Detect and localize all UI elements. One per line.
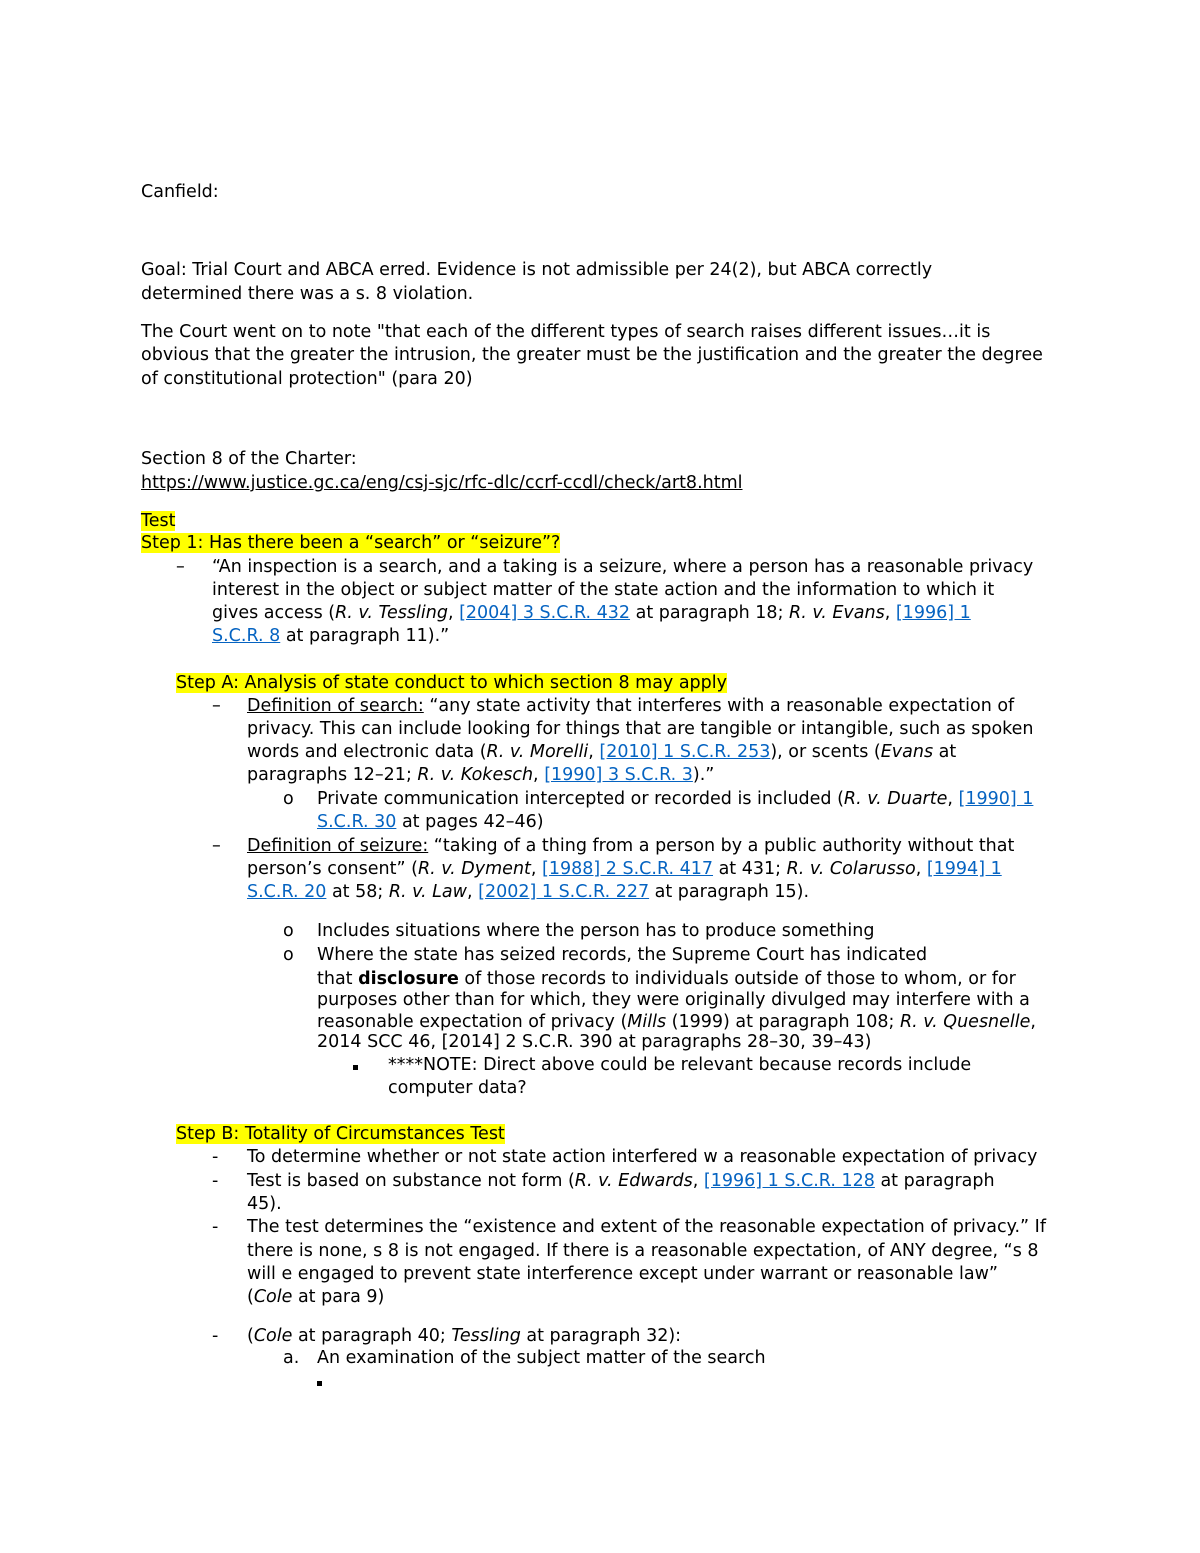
stepA-circle-2: o [283, 921, 294, 941]
stepA-dash-2: – [212, 836, 221, 856]
seizure-sub2-line-4: reasonable expectation of privacy (Mills (1999) at paragraph 108; R. v. Quesnelle, [317, 1012, 1036, 1032]
citation-link-kokesch[interactable]: [1990] 3 S.C.R. 3 [544, 765, 693, 785]
stepB-item-3-line-2: there is none, s 8 is not engaged. If there is a reasonable expectation, of ANY degree, “s 8 [247, 1241, 1039, 1261]
citation-link-colarusso-cont[interactable]: S.C.R. 20 [247, 882, 327, 902]
search-def-line-3: words and electronic data (R. v. Morelli, [2010] 1 S.C.R. 253), or scents (Evans at [247, 742, 957, 762]
seizure-def-line-2: person’s consent” (R. v. Dyment, [1988] 2 S.C.R. 417 at 431; R. v. Colarusso, [1994] 1 [247, 859, 1002, 879]
duarte-line-1: Private communication intercepted or recorded is included (R. v. Duarte, [1990] 1 [317, 789, 1034, 809]
court-note-line-1: The Court went on to note "that each of the different types of search raises different issues…it is [141, 322, 991, 342]
section8-label: Section 8 of the Charter: [141, 449, 357, 469]
citation-link-edwards[interactable]: [1996] 1 S.C.R. 128 [703, 1171, 875, 1191]
goal-line-1: Goal: Trial Court and ABCA erred. Evidence is not admissible per 24(2), but ABCA correctly [141, 260, 933, 280]
case-evans: R. v. Evans [789, 603, 885, 623]
search-def-line-2: privacy. This can include looking for things that are tangible or intangible, such as spoken [247, 719, 1034, 739]
section8-url-link[interactable]: https://www.justice.gc.ca/eng/csj-sjc/rfc-dlc/ccrf-ccdl/check/art8.html [141, 473, 743, 493]
citation-link-duarte-cont[interactable]: S.C.R. 30 [317, 812, 397, 832]
citation-link-morelli[interactable]: [2010] 1 S.C.R. 253 [599, 742, 771, 762]
court-note-line-3: of constitutional protection" (para 20) [141, 369, 473, 389]
stepA-circle-1: o [283, 789, 294, 809]
step1-bullet-line-1: “An inspection is a search, and a taking is a seizure, where a person has a reasonable privacy [212, 557, 1034, 577]
stepA-title: Step A: Analysis of state conduct to which section 8 may apply [176, 673, 727, 693]
stepB-item-2-line-2: 45). [247, 1194, 282, 1214]
square-bullet-1 [353, 1054, 358, 1077]
citation-link-evans-cont[interactable]: S.C.R. 8 [212, 626, 281, 646]
citation-link-dyment[interactable]: [1988] 2 S.C.R. 417 [542, 859, 714, 879]
seizure-def-line-3: S.C.R. 20 at 58; R. v. Law, [2002] 1 S.C.R. 227 at paragraph 15). [247, 882, 810, 902]
search-def-line-4: paragraphs 12–21; R. v. Kokesch, [1990] 3 S.C.R. 3).” [247, 765, 715, 785]
stepA-dash-1: – [212, 696, 221, 716]
search-def-line-1: Definition of search: “any state activity that interferes with a reasonable expectation of [247, 696, 1015, 716]
stepB-title: Step B: Totality of Circumstances Test [176, 1124, 505, 1144]
seizure-sub-1: Includes situations where the person has to produce something [317, 921, 875, 941]
step1-title: Step 1: Has there been a “search” or “seizure”? [141, 533, 561, 553]
sub-a-marker: a. [283, 1348, 300, 1368]
citation-link-tessling[interactable]: [2004] 3 S.C.R. 432 [459, 603, 631, 623]
court-note-line-2: obvious that the greater the intrusion, the greater must be the justification and the greater the degree [141, 345, 1043, 365]
step1-bullet-line-3: gives access (R. v. Tessling, [2004] 3 S.C.R. 432 at paragraph 18; R. v. Evans, [1996] 1 [212, 603, 971, 623]
case-tessling: R. v. Tessling [335, 603, 448, 623]
citation-link-colarusso[interactable]: [1994] 1 [926, 859, 1002, 879]
stepB-dash-2: - [212, 1171, 219, 1191]
search-def-label: Definition of search: [247, 696, 424, 716]
seizure-sub2-line-2: that disclosure of those records to individuals outside of those to whom, or for [317, 969, 1016, 989]
seizure-sub2-line-5: 2014 SCC 46, [2014] 2 S.C.R. 390 at paragraphs 28–30, 39–43) [317, 1032, 872, 1052]
stepB-dash-4: - [212, 1326, 219, 1346]
stepB-item-4: (Cole at paragraph 40; Tessling at paragraph 32): [247, 1326, 682, 1346]
stepB-item-2-line-1: Test is based on substance not form (R. v. Edwards, [1996] 1 S.C.R. 128 at paragraph [247, 1171, 995, 1191]
step1-bullet-line-4: S.C.R. 8 at paragraph 11).” [212, 626, 450, 646]
stepB-item-3-line-4: (Cole at para 9) [247, 1287, 385, 1307]
stepB-item-3-line-1: The test determines the “existence and extent of the reasonable expectation of privacy.” If [247, 1217, 1046, 1237]
sub-a-text: An examination of the subject matter of the search [317, 1348, 766, 1368]
goal-line-2: determined there was a s. 8 violation. [141, 284, 474, 304]
citation-link-duarte[interactable]: [1990] 1 [958, 789, 1034, 809]
stepB-item-3-line-3: will e engaged to prevent state interference except under warrant or reasonable law” [247, 1264, 998, 1284]
seizure-def-label: Definition of seizure: [247, 836, 429, 856]
note-line-2: computer data? [388, 1078, 527, 1098]
square-bullet-2 [317, 1370, 322, 1393]
test-label: Test [141, 511, 176, 531]
stepB-dash-1: - [212, 1147, 219, 1167]
citation-link-law[interactable]: [2002] 1 S.C.R. 227 [478, 882, 650, 902]
stepB-dash-3: - [212, 1217, 219, 1237]
duarte-line-2: S.C.R. 30 at pages 42–46) [317, 812, 544, 832]
seizure-def-line-1: Definition of seizure: “taking of a thing from a person by a public authority without that [247, 836, 1015, 856]
seizure-sub2-line-3: purposes other than for which, they were originally divulged may interfere with a [317, 990, 1030, 1010]
note-line-1: ****NOTE: Direct above could be relevant because records include [388, 1055, 972, 1075]
stepA-circle-3: o [283, 945, 294, 965]
seizure-sub2-line-1: Where the state has seized records, the Supreme Court has indicated [317, 945, 928, 965]
heading-canfield: Canfield: [141, 182, 219, 202]
stepB-item-1: To determine whether or not state action interfered w a reasonable expectation of privacy [247, 1147, 1038, 1167]
step1-bullet-marker: – [176, 557, 185, 577]
citation-link-evans[interactable]: [1996] 1 [895, 603, 971, 623]
step1-bullet-line-2: interest in the object or subject matter of the state action and the information to which it [212, 580, 995, 600]
